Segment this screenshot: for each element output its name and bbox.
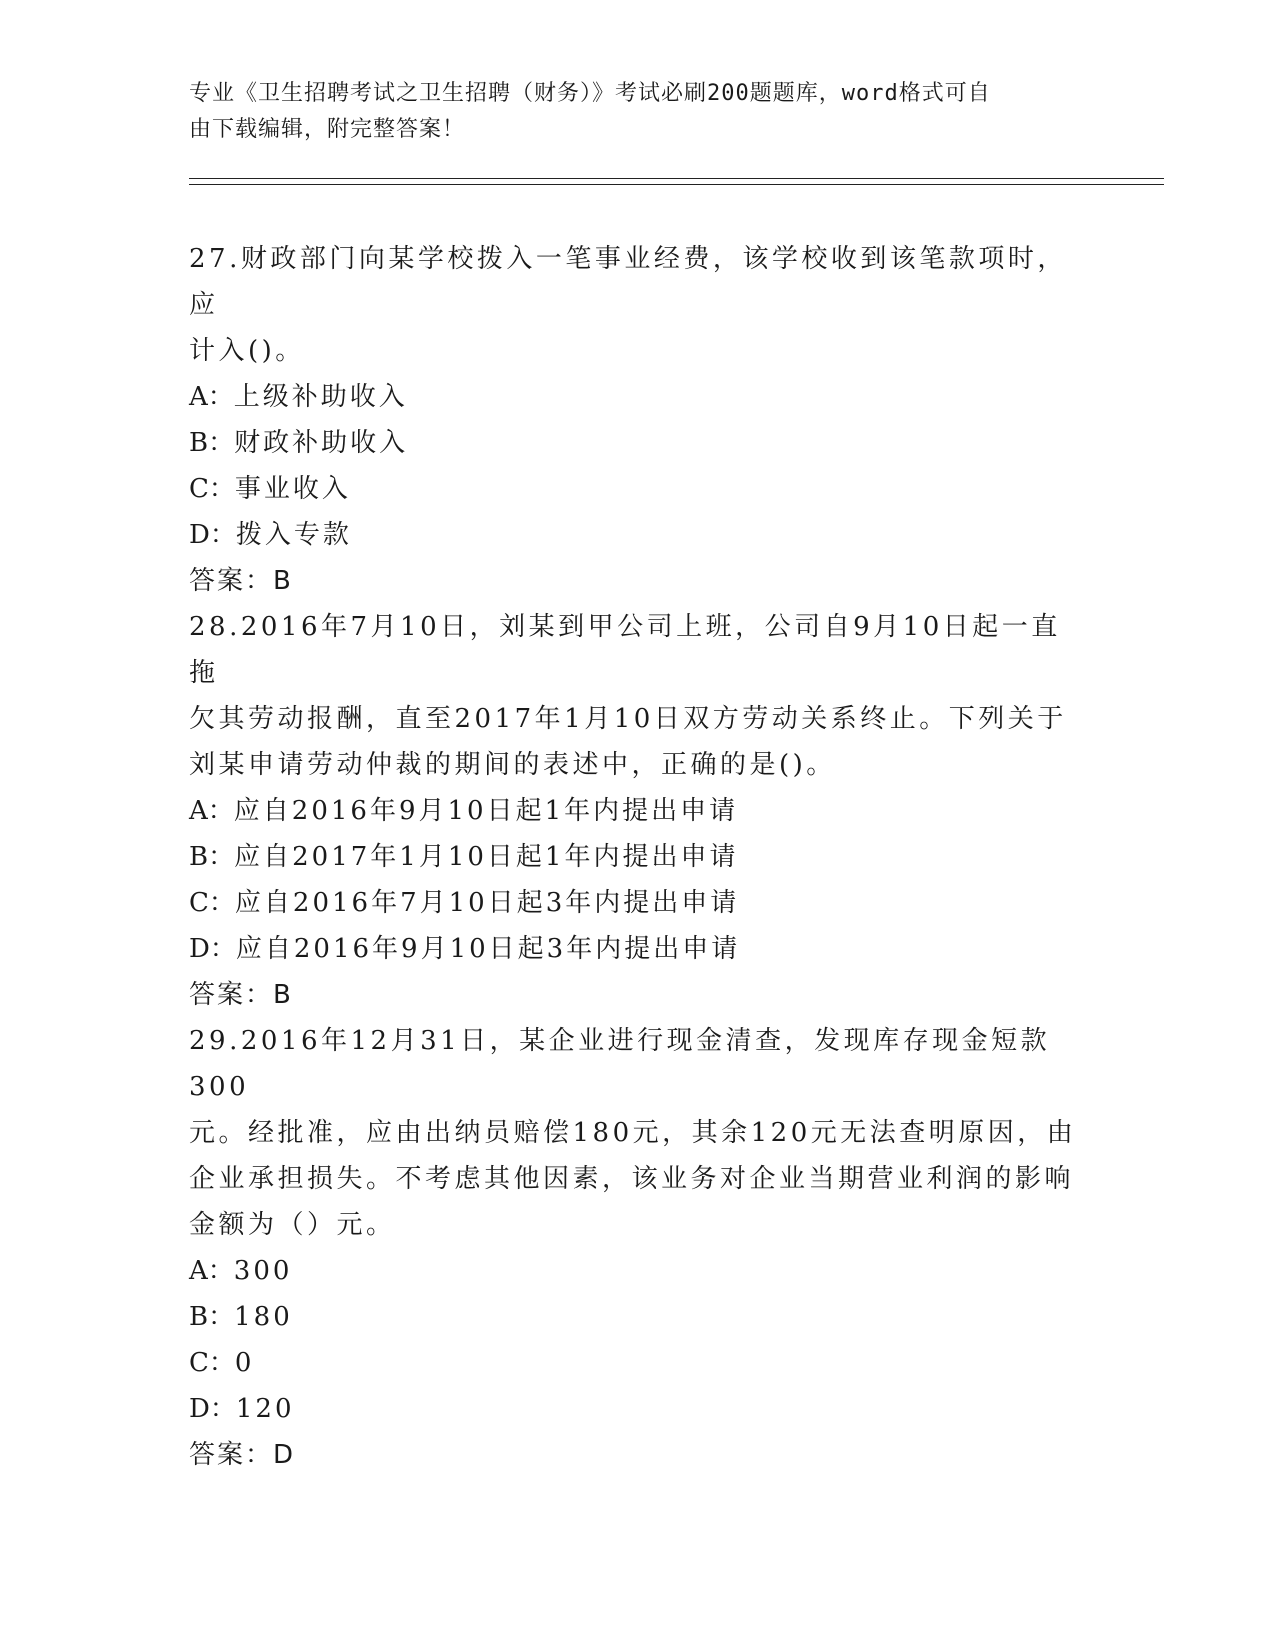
document-header — [189, 76, 1089, 148]
option-text: 财政补助收入 — [234, 428, 409, 458]
question-stem-line: 计入()。 — [189, 336, 305, 366]
option-c — [189, 880, 1089, 926]
question-stem-line: 刘某申请劳动仲裁的期间的表述中，正确的是()。 — [189, 750, 836, 780]
question-stem-line: 27.财政部门向某学校拨入一笔事业经费，该学校收到该笔款项时，应 — [189, 244, 1067, 320]
option-text: 上级补助收入 — [233, 382, 408, 412]
question-stem-line: 欠其劳动报酬，直至2017年1月10日双方劳动关系终止。下列关于 — [189, 704, 1067, 734]
option-key: B： — [189, 842, 235, 872]
option-d — [189, 512, 1089, 558]
option-key: A： — [189, 382, 234, 412]
question-stem-line: 企业承担损失。不考虑其他因素，该业务对企业当期营业利润的影响 — [189, 1164, 1075, 1194]
answer-line: 答案：B — [189, 566, 293, 596]
option-text: 事业收入 — [234, 474, 351, 504]
option-a — [189, 788, 1089, 834]
header-line-2: 由下载编辑，附完整答案！ — [189, 117, 466, 142]
answer-line: 答案：B — [189, 980, 293, 1010]
question-stem-line: 29.2016年12月31日，某企业进行现金清查，发现库存现金短款300 — [189, 1026, 1051, 1102]
option-key: C： — [189, 888, 235, 918]
option-b — [189, 1294, 1089, 1340]
option-a — [189, 374, 1089, 420]
option-text: 应自2016年9月10日起1年内提出申请 — [233, 796, 739, 826]
option-c — [189, 1340, 1089, 1386]
option-text: 应自2016年7月10日起3年内提出申请 — [234, 888, 740, 918]
option-text: 拨入专款 — [235, 520, 352, 550]
option-d — [189, 1386, 1089, 1432]
option-text: 120 — [235, 1394, 295, 1424]
header-divider-top — [189, 178, 1164, 179]
option-key: C： — [189, 1348, 235, 1378]
question-27 — [189, 236, 1089, 604]
header-line-1: 专业《卫生招聘考试之卫生招聘（财务）》考试必刷200题题库，word格式可自 — [189, 81, 991, 106]
question-29 — [189, 1018, 1089, 1478]
option-a — [189, 1248, 1089, 1294]
option-text: 0 — [234, 1348, 255, 1378]
option-text: 应自2017年1月10日起1年内提出申请 — [234, 842, 739, 872]
question-stem-line: 元。经批准，应由出纳员赔偿180元，其余120元无法查明原因，由 — [189, 1118, 1077, 1148]
answer-line: 答案：D — [189, 1440, 296, 1470]
question-28 — [189, 604, 1089, 1018]
option-key: A： — [189, 796, 234, 826]
option-key: A： — [189, 1256, 234, 1286]
option-b — [189, 834, 1089, 880]
option-key: B： — [189, 428, 235, 458]
option-key: D： — [189, 1394, 236, 1424]
option-b — [189, 420, 1089, 466]
option-text: 180 — [234, 1302, 293, 1332]
option-c — [189, 466, 1089, 512]
question-stem-line: 28.2016年7月10日，刘某到甲公司上班，公司自9月10日起一直拖 — [189, 612, 1061, 688]
header-divider-bottom — [189, 184, 1164, 185]
question-stem-line: 金额为（）元。 — [189, 1210, 396, 1240]
option-key: B： — [189, 1302, 235, 1332]
option-key: D： — [189, 934, 236, 964]
option-key: D： — [189, 520, 236, 550]
option-d — [189, 926, 1089, 972]
option-text: 300 — [233, 1256, 293, 1286]
option-key: C： — [189, 474, 235, 504]
option-text: 应自2016年9月10日起3年内提出申请 — [235, 934, 741, 964]
